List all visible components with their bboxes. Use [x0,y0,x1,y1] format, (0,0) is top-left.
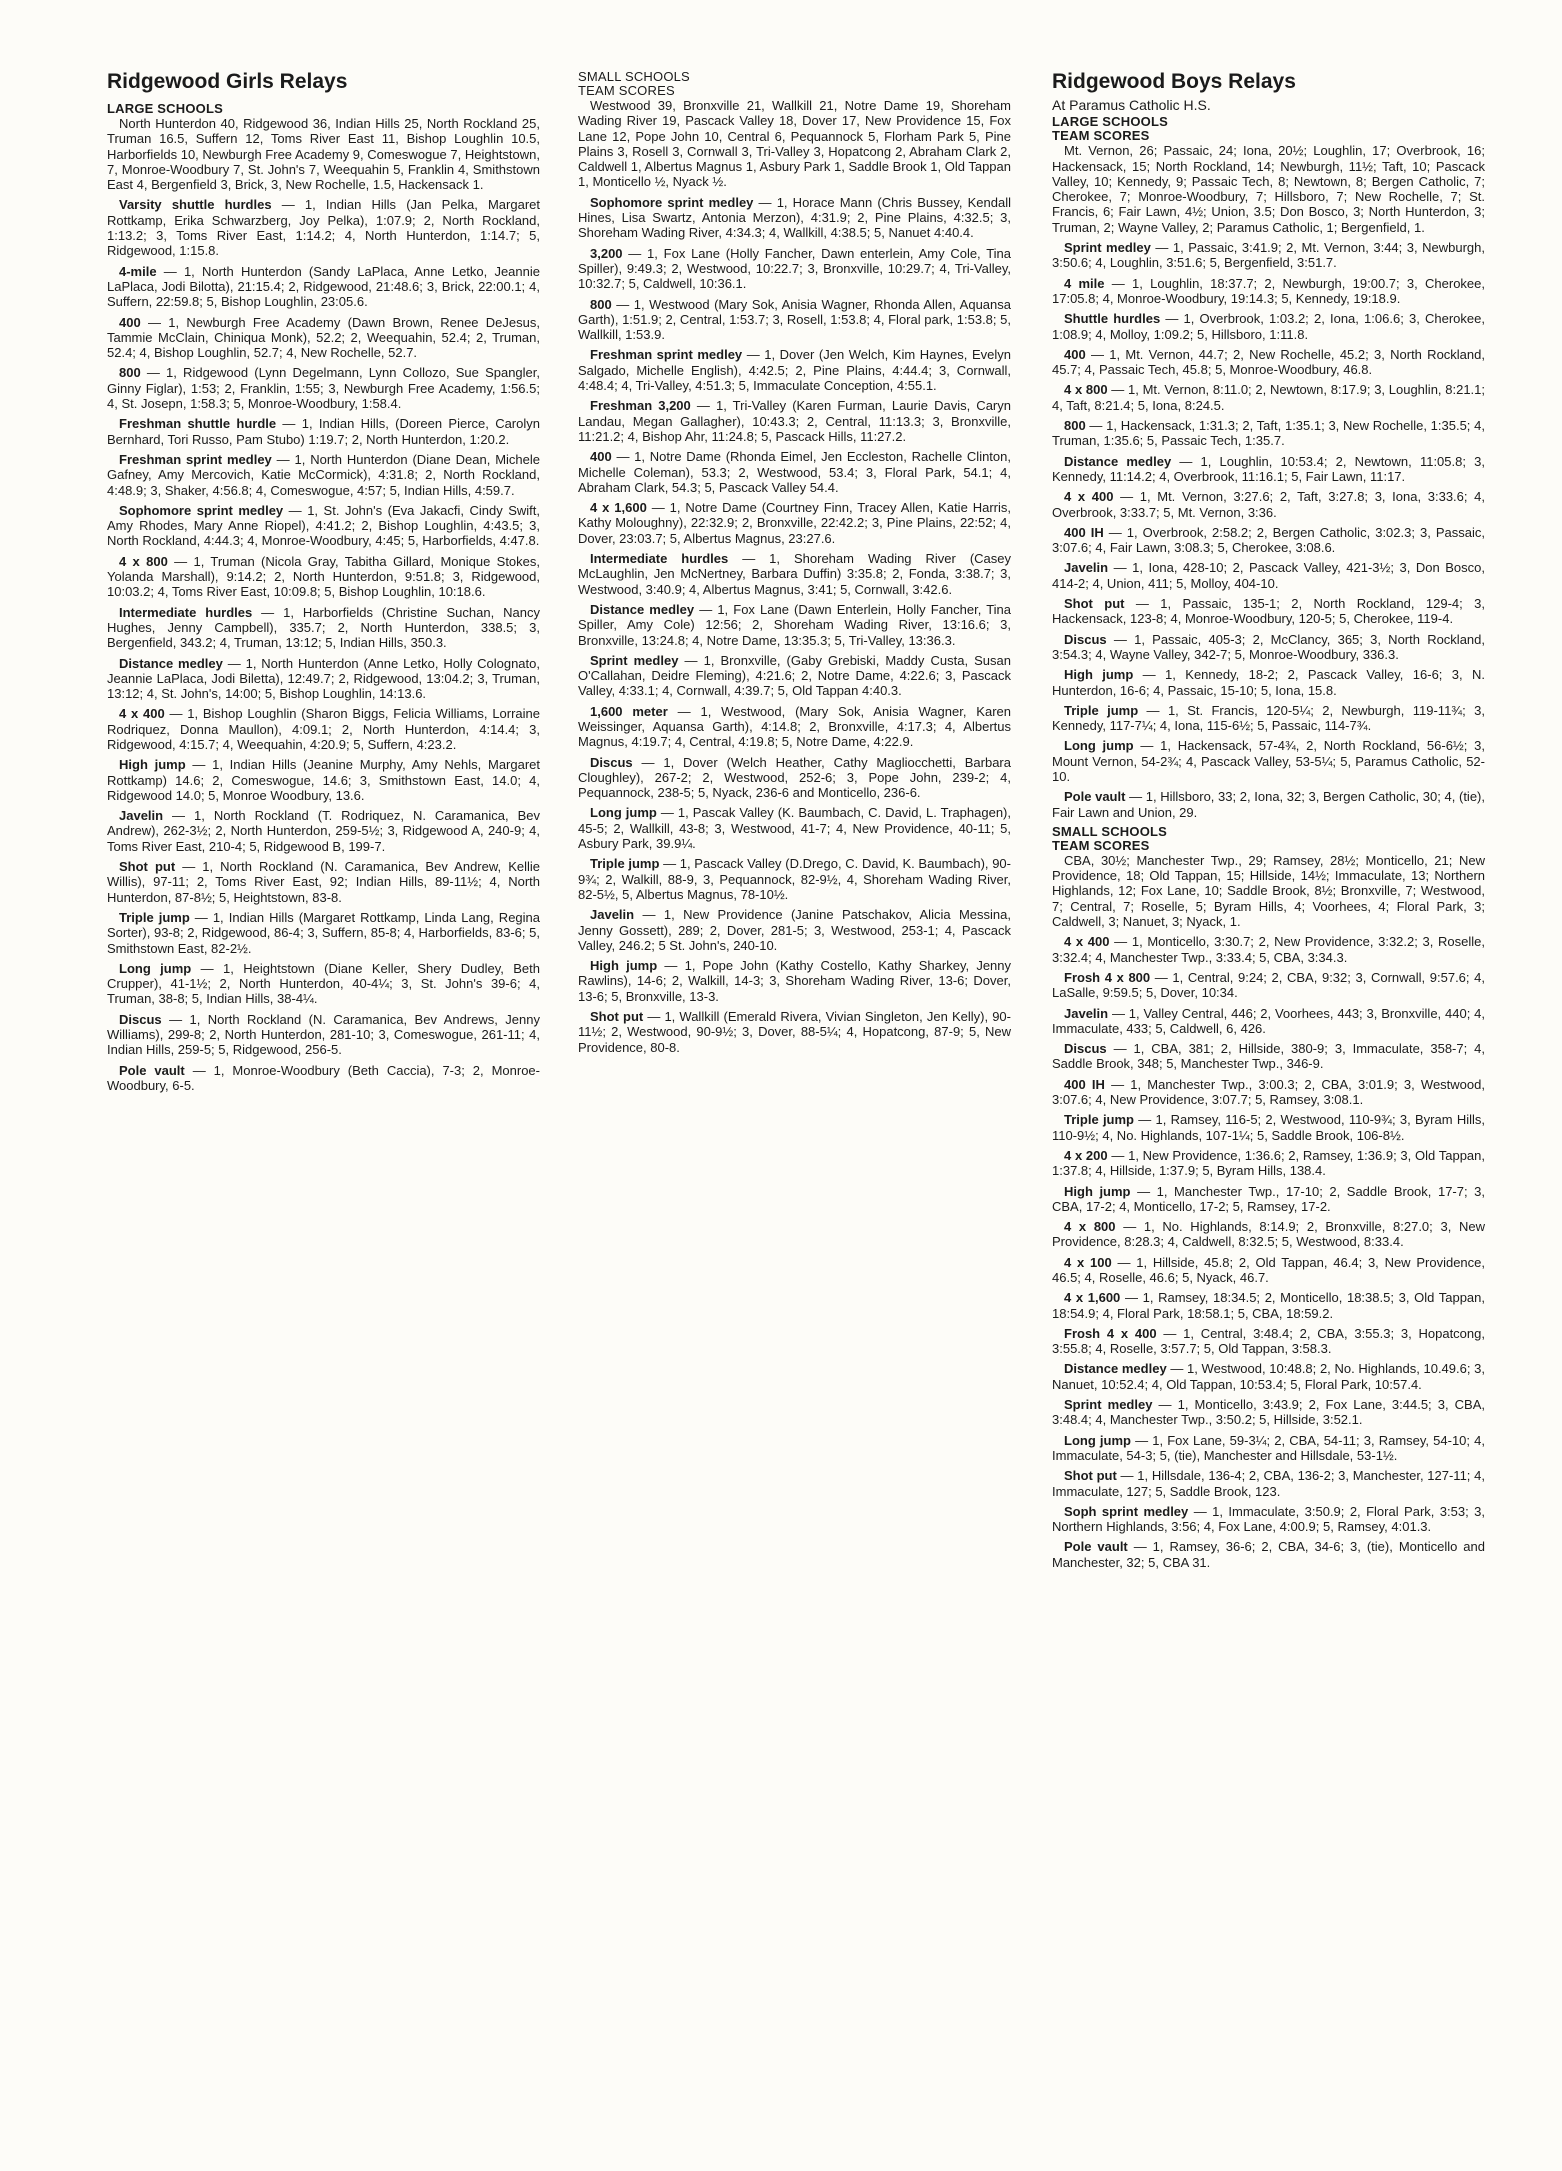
boys-relays-column [1052,70,1485,1575]
small-schools-column [578,70,1011,1060]
event-results: North Hunterdon 40, Ridgewood 36, Indian Hills 25, North Rockland 25, Truman 16.5, Suffern 12, Toms River East 11, Bishop Loughlin 10.5, Harborfields 10, Newburgh Free Academy 9, Comeswogue 7, Heightstown, 7, Monroe-Woodbury 7, St. John's 7, Weequahin 5, Franklin 4, Smithstown East 4, Bergenfield 3, Brick, 3, New Rochelle, 1.5, Hackensack 1. [107,116,540,193]
event-name: High jump [1064,667,1134,683]
event-name: Shuttle hurdles [1064,311,1161,327]
result-paragraph [1052,789,1485,820]
girls-large-schools-heading: LARGE SCHOOLS [107,101,223,116]
event-results: — 1, Manchester Twp., 17-10; 2, Saddle Brook, 17-7; 3, CBA, 17-2; 4, Monticello, 17-2; 5, Ramsey, 17-2. [1052,1183,1486,1214]
result-paragraph [578,246,1011,292]
event-results: — 1, Ridgewood (Lynn Degelmann, Lynn Collozo, Sue Spangler, Ginny Figlar), 1:53; 2, Franklin, 1:55; 3, Newburgh Free Academy, 1:56.5; 4, St. Josepn, 1:58.3; 5, Monroe-Woodbury, 1:58.4. [107,365,540,412]
event-name: Distance medley [590,601,695,617]
section-heading: SMALL SCHOOLS [1052,823,1168,839]
result-paragraph [107,452,540,498]
event-name: Sprint medley [1064,1397,1153,1413]
event-name: Long jump [590,805,657,821]
event-results: — 1, Kennedy, 18-2; 2, Pascack Valley, 16-6; 3, N. Hunterdon, 16-6; 4, Passaic, 15-10; 5, Iona, 15.8. [1052,667,1486,698]
result-paragraph [107,859,540,905]
result-paragraph [1052,560,1485,591]
event-results: — 1, Mt. Vernon, 3:27.6; 2, Taft, 3:27.8; 3, Iona, 3:33.6; 4, Overbrook, 3:33.7; 5, Mt. Vernon, 3:36. [1052,489,1485,520]
event-results: — 1, Immaculate, 3:50.9; 2, Floral Park, 3:53; 3, Northern Highlands, 3:56; 4, Fox Lane, 4:00.9; 5, Ramsey, 4:01.3. [1052,1503,1485,1535]
event-name: 4 x 400 [119,706,165,722]
event-results: Westwood 39, Bronxville 21, Wallkill 21, Notre Dame 19, Shoreham Wading River 19, Pascack Valley 18, Dover 17, New Providence 15, Fox Lane 12, Pope John 10, Central 6, Pequannock 5, Florham Park 5, Pine Plains 3, Rosell 3, Cornwall 3, Tri-Valley 3, Hopatcong 2, Abraham Clark 2, Caldwell 1, Albertus Magnus 1, Asbury Park 1, Saddle Brook 1, Old Tappan 1, Monticello ½, Nyack ½. [578,98,1011,190]
girls-relays-column [107,70,540,1098]
result-paragraph [1052,1077,1485,1108]
result-paragraph [1052,1326,1485,1357]
result-paragraph [1052,1433,1485,1464]
result-paragraph [578,805,1011,851]
event-name: 800 [590,296,612,312]
event-name: 400 [119,314,141,330]
event-name: Shot put [119,859,176,875]
event-name: 4 x 400 [1064,489,1114,505]
event-name: Distance medley [1064,453,1172,469]
event-name: Discus [590,754,633,770]
result-paragraph [1052,703,1485,734]
section-heading: TEAM SCORES [1052,837,1150,853]
small-schools-results [578,98,1011,1055]
event-results: CBA, 30½; Manchester Twp., 29; Ramsey, 28½; Monticello, 21; New Providence, 18; Old Tappan, 15; Hillside, 14½; Immaculate, 13; Northern Highlands, 12; Fox Lane, 10; Saddle Brook, 8½; Bronxville, 7; Westwood, 7; Central, 7; Roselle, 5; Byram Hills, 4; Voorhees, 4; Floral Park, 3; Caldwell, 3; Nanuet, 3; Nyack, 1. [1052,852,1485,930]
event-results: — 1, Monticello, 3:30.7; 2, New Providence, 3:32.2; 3, Roselle, 3:32.4; 4, Manchester Twp., 3:33.4; 5, CBA, 3:34.3. [1052,934,1485,965]
event-results: — 1, Fox Lane, 59-3¼; 2, CBA, 54-11; 3, Ramsey, 54-10; 4, Immaculate, 54-3; 5, (tie), Manchester and Hillsdale, 53-1½. [1052,1432,1485,1463]
event-results: — 1, Fox Lane (Dawn Enterlein, Holly Fancher, Tina Spiller, Amy Cole) 12:56; 2, Shoreham Wading River, 13:16.6; 3, Bronxville, 13:24.8; 4, Notre Dame, 13:35.3; 5, Tri-Valley, 13:36.3. [578,601,1012,648]
event-results: — 1, Notre Dame (Courtney Finn, Tracey Allen, Katie Harris, Kathy Moloughny), 22:32.9; 2, Bronxville, 22:42.2; 3, Pine Plains, 22:52; 4, Dover, 23:03.7; 5, Albertus Magnus, 23:27.6. [578,500,1011,546]
event-name: Intermediate hurdles [590,551,729,567]
event-name: Freshman shuttle hurdle [119,416,277,432]
result-paragraph [578,602,1011,648]
boys-relays-title: Ridgewood Boys Relays [1052,70,1296,93]
event-results: — 1, Hillsdale, 136-4; 2, CBA, 136-2; 3, Manchester, 127-11; 4, Immaculate, 127; 5, Saddle Brook, 123. [1052,1468,1485,1499]
boys-relays-location: At Paramus Catholic H.S. [1052,97,1211,113]
small-schools-heading: SMALL SCHOOLS [578,69,690,84]
result-paragraph [578,958,1011,1004]
event-results: — 1, Tri-Valley (Karen Furman, Laurie Davis, Caryn Landau, Megan Gallagher), 10:43.3; 2, Central, 11:13.3; 3, Bronxville, 11:21.2; 4, Bishop Ahr, 11:24.8; 5, Pascack Hills, 11:27.2. [578,398,1011,444]
event-name: 400 [590,449,612,465]
event-name: 4 x 800 [1064,1219,1116,1235]
event-name: Long jump [1064,1432,1131,1448]
result-paragraph [1052,1361,1485,1392]
event-name: Pole vault [119,1062,185,1078]
event-name: Frosh 4 x 400 [1064,1325,1157,1341]
event-name: Shot put [1064,1468,1117,1484]
event-name: Triple jump [1064,702,1139,718]
event-results: — 1, Mt. Vernon, 44.7; 2, New Rochelle, 45.2; 3, North Rockland, 45.7; 4, Passaic Tech, 45.8; 5, Monroe-Woodbury, 46.8. [1052,346,1485,378]
event-results: — 1, Fox Lane (Holly Fancher, Dawn enterlein, Amy Cole, Tina Spiller), 9:49.3; 2, Westwood, 10:22.7; 3, Bronxville, 10:29.7; 4, Tri-Valley, 10:32.7; 5, Caldwell, 10:36.1. [578,245,1011,292]
result-paragraph [1052,418,1485,449]
result-paragraph [107,1063,540,1094]
event-results: — 1, New Providence, 1:36.6; 2, Ramsey, 1:36.9; 3, Old Tappan, 1:37.8; 4, Hillside, 1:37.9; 5, Byram Hills, 138.4. [1052,1147,1485,1179]
event-name: Javelin [590,907,635,923]
result-paragraph [578,907,1011,953]
result-paragraph [578,449,1011,495]
event-name: 4 x 100 [1064,1254,1112,1270]
event-name: Freshman sprint medley [119,451,272,467]
event-results: — 1, Horace Mann (Chris Bussey, Kendall Hines, Lisa Swartz, Antonia Merzon), 4:31.9; 2, Pine Plains, 4:32.5; 3, Shoreham Wading River, 4:34.3; 4, Wallkill, 4:38.5; 5, Nanuet 4:40.4. [578,194,1011,241]
event-results: — 1, Hillsboro, 33; 2, Iona, 32; 3, Bergen Catholic, 30; 4, (tie), Fair Lawn and Union, 29. [1052,789,1485,820]
result-paragraph [578,1009,1011,1055]
event-results: — 1, Heightstown (Diane Keller, Shery Dudley, Beth Crupper), 41-1½; 2, North Hunterdon, 40-4¼; 3, St. John's 39-6; 4, Truman, 38-8; 5, Indian Hills, 38-4¼. [107,960,540,1007]
result-paragraph [578,551,1011,597]
event-name: Frosh 4 x 800 [1064,969,1151,985]
event-name: 4 mile [1064,275,1105,291]
event-results: — 1, Hackensack, 1:31.3; 2, Taft, 1:35.1; 3, New Rochelle, 1:35.5; 4, Truman, 1:35.6; 5, Passaic Tech, 1:35.7. [1052,418,1485,449]
result-paragraph [1052,1290,1485,1321]
result-paragraph [1052,853,1485,929]
event-results: — 1, North Hunterdon (Diane Dean, Michele Gafney, Amy Mercovich, Katie McCormick), 4:31.8; 2, North Rockland, 4:48.9; 3, Shaker, 4:56.8; 4, Comeswogue, 4:57; 5, Indian Hills, 4:59.7. [107,451,540,498]
event-results: — 1, Notre Dame (Rhonda Eimel, Jen Eccleston, Rachelle Clinton, Michelle Coleman), 53.3; 2, Westwood, 53.4; 3, Floral Park, 54.1; 4, Abraham Clark, 54.3; 5, Pascack Valley 54.4. [578,449,1011,495]
event-results: — 1, Passaic, 3:41.9; 2, Mt. Vernon, 3:44; 3, Newburgh, 3:50.6; 4, Loughlin, 3:51.6; 5, Bergenfield, 3:51.7. [1052,240,1486,271]
event-results: — 1, Pascak Valley (K. Baumbach, C. David, L. Traphagen), 45-5; 2, Wallkill, 43-8; 3, Westwood, 41-7; 4, New Providence, 40-11; 5, Asbury Park, 39.9¼. [578,805,1011,852]
boys-team-scores-heading: TEAM SCORES [1052,128,1150,144]
event-name: Triple jump [1064,1112,1135,1128]
result-paragraph [1052,970,1485,1001]
event-results: — 1, Loughlin, 18:37.7; 2, Newburgh, 19:00.7; 3, Cherokee, 17:05.8; 4, Monroe-Woodbury, 19:14.3; 5, Kennedy, 19:18.9. [1052,275,1485,306]
result-paragraph [1052,1468,1485,1499]
result-paragraph [1052,525,1485,556]
event-results: — 1, Shoreham Wading River (Casey McLaughlin, Jen McNertney, Barbara Duffin) 3:35.8; 2, Fonda, 3:38.7; 3, Westwood, 3:40.9; 4, Albertus Magnus, 3:41; 5, Cornwall, 3:42.6. [578,551,1011,597]
event-results: — 1, Bishop Loughlin (Sharon Biggs, Felicia Williams, Lorraine Rodriquez, Donna Maullon), 4:09.1; 2, North Hunterdon, 4:14.4; 3, Ridgewood, 4:15.7; 4, Weequahin, 4:20.9; 5, Suffern, 4:23.2. [107,706,541,752]
result-paragraph [107,706,540,752]
result-paragraph [578,500,1011,546]
event-name: Triple jump [119,909,190,925]
event-name: Soph sprint medley [1064,1503,1189,1519]
result-paragraph [107,757,540,803]
event-results: — 1, Truman (Nicola Gray, Tabitha Gillard, Monique Stokes, Yolanda Marshall), 9:14.2; 2, North Hunterdon, 9:51.8; 3, Ridgewood, 10:03.2; 4, Toms River East, 10:09.8; 5, Bishop Loughlin, 10:18.6. [107,553,541,600]
event-name: Triple jump [590,856,660,872]
event-name: Sophomore sprint medley [119,502,284,518]
event-name: Distance medley [1064,1361,1167,1377]
event-results: — 1, Pascack Valley (D.Drego, C. David, K. Baumbach), 90-9¾; 2, Walkill, 88-9, 3, Pequannock, 82-9½, 4, Shoreham Wading River, 82-5½, 5, Albertus Magnus, 78-10½. [578,856,1011,902]
event-name: 4 x 200 [1064,1147,1108,1163]
result-paragraph [1052,1112,1485,1143]
event-results: — 1, Passaic, 405-3; 2, McClancy, 365; 3, North Rockland, 3:54.3; 4, Wayne Valley, 342-7; 5, Monroe-Woodbury, 336.3. [1052,631,1485,662]
event-results: — 1, CBA, 381; 2, Hillside, 380-9; 3, Immaculate, 358-7; 4, Saddle Brook, 348; 5, Manchester Twp., 346-9. [1052,1041,1485,1072]
event-results: — 1, Monticello, 3:43.9; 2, Fox Lane, 3:44.5; 3, CBA, 3:48.4; 4, Manchester Twp., 3:50.2; 5, Hillside, 3:52.1. [1052,1397,1486,1428]
event-name: Distance medley [119,655,223,671]
event-name: 3,200 [590,245,623,261]
event-name: Javelin [119,808,164,824]
event-results: — 1, Westwood, 10:48.8; 2, No. Highlands, 10.49.6; 3, Nanuet, 10:52.4; 4, Old Tappan, 10:53.4; 5, Floral Park, 10:57.4. [1052,1361,1485,1392]
event-results: — 1, Ramsey, 18:34.5; 2, Monticello, 18:38.5; 3, Old Tappan, 18:54.9; 4, Floral Park, 18:58.1; 5, CBA, 18:59.2. [1052,1290,1485,1321]
event-results: — 1, Indian Hills (Jan Pelka, Margaret Rottkamp, Erika Schwarzberg, Joy Pelka), 1:07.9; 2, North Rockland, 1:13.2; 3, Toms River East, 1:14.2; 4, North Hunterdon, 1:14.7; 5, Ridgewood, 1:15.8. [107,197,540,259]
event-results: — 1, Newburgh Free Academy (Dawn Brown, Renee DeJesus, Tammie McClain, Chiniqua Monk), 52.2; 2, Weequahin, 52.4; 2, Truman, 52.4; 4, Bishop Loughlin, 52.7; 4, New Rochelle, 52.7. [107,314,540,361]
event-name: Discus [119,1011,162,1027]
result-paragraph [107,656,540,702]
event-results: — 1, Bronxville, (Gaby Grebiski, Maddy Custa, Susan O'Callahan, Deidre Fleming), 4:21.6; 2, Notre Dame, 4:22.6; 3, Pascack Valley, 4:33.1; 4, Cornwall, 4:39.7; 5, Old Tappan 4:40.3. [578,652,1011,699]
result-paragraph [107,605,540,651]
event-name: Freshman sprint medley [590,347,743,363]
event-results: — 1, North Hunterdon (Anne Letko, Holly Colognato, Jeannie LaPlaca, Jodi Biletta), 12:49.7; 2, Ridgewood, 13:04.2; 3, Truman, 13:12; 4, St. John's, 14:00; 5, Bishop Loughlin, 14:13.6. [107,655,540,702]
result-paragraph [1052,382,1485,413]
event-results: — 1, No. Highlands, 8:14.9; 2, Bronxville, 8:27.0; 3, New Providence, 8:28.3; 4, Caldwell, 8:32.5; 5, Westwood, 8:33.4. [1052,1219,1485,1250]
result-paragraph [578,98,1011,190]
boys-results [1052,143,1485,1570]
result-paragraph [107,1012,540,1058]
event-name: 4 x 1,600 [590,500,647,516]
event-name: 400 [1064,346,1086,362]
event-name: Long jump [119,960,192,976]
event-results: — 1, Indian Hills, (Doreen Pierce, Carolyn Bernhard, Tori Russo, Pam Stubo) 1:19.7; 2, North Hunterdon, 1:20.2. [107,416,540,447]
event-name: 4 x 400 [1064,934,1110,950]
event-results: — 1, Hackensack, 57-4¾, 2, North Rockland, 56-6½; 3, Mount Vernon, 54-2¾; 4, Pascack Valley, 53-5¼; 5, Paramus Catholic, 52-10. [1052,738,1485,784]
result-paragraph [1052,632,1485,663]
result-paragraph [107,264,540,310]
result-paragraph [1052,667,1485,698]
event-name: 800 [119,365,141,381]
result-paragraph [1052,1539,1485,1570]
result-paragraph [107,910,540,956]
girls-results [107,116,540,1093]
event-name: Sprint medley [1064,240,1151,256]
result-paragraph [1052,934,1485,965]
boys-large-schools-heading: LARGE SCHOOLS [1052,114,1168,130]
result-paragraph [1052,311,1485,342]
event-results: — 1, Pope John (Kathy Costello, Kathy Sharkey, Jenny Rawlins), 14-6; 2, Walkill, 14-3; 3, Shoreham Wading River, 13-6; Dover, 13-6; 5, Bronxville, 13-3. [578,958,1012,1004]
event-name: Sophomore sprint medley [590,194,754,210]
result-paragraph [107,808,540,854]
result-paragraph [1052,596,1485,627]
event-name: High jump [1064,1183,1131,1199]
event-results: Mt. Vernon, 26; Passaic, 24; Iona, 20½; Loughlin, 17; Overbrook, 16; Hackensack, 15; North Rockland, 14; Newburgh, 11½; Taft, 10; Pascack Valley, 10; Kennedy, 9; Passaic Tech, 8; Newtown, 8; Bergen Catholic, 7; Cherokee, 7; Monroe-Woodbury, 7; Hillsboro, 7; New Rochelle, 7; St. Francis, 6; Fair Lawn, 4½; Union, 3.5; Don Bosco, 3; North Hunterdon, 3; Truman, 2; Wayne Valley, 2; Paramus Catholic, 1; Bergenfield, 1. [1052,143,1485,235]
event-results: — 1, North Rockland (T. Rodriquez, N. Caramanica, Bev Andrew), 262-3½; 2, North Hunterdon, 259-5½; 3, Ridgewood A, 240-9; 4, Toms River East, 210-4; 5, Ridgewood B, 199-7. [107,808,540,854]
event-results: — 1, Monroe-Woodbury (Beth Caccia), 7-3; 2, Monroe-Woodbury, 6-5. [107,1062,540,1093]
event-name: 800 [1064,418,1086,434]
event-results: — 1, Loughlin, 10:53.4; 2, Newtown, 11:05.8; 3, Kennedy, 11:14.2; 4, Overbrook, 11:16.1; 5, Fair Lawn, 11:17. [1052,453,1485,484]
event-name: 400 IH [1064,1076,1105,1092]
girls-relays-title: Ridgewood Girls Relays [107,70,348,93]
event-results: — 1, Westwood (Mary Sok, Anisia Wagner, Rhonda Allen, Aquansa Garth), 1:51.9; 2, Central, 1:53.7; 3, Rosell, 1:53.8; 4, Floral park, 1:53.8; 5, Wallkill, 1:53.9. [578,296,1011,343]
result-paragraph [107,197,540,258]
result-paragraph [107,116,540,192]
event-name: High jump [590,958,658,974]
result-paragraph [1052,240,1485,271]
event-results: — 1, Central, 3:48.4; 2, CBA, 3:55.3; 3, Hopatcong, 3:55.8; 4, Roselle, 3:57.7; 5, Old Tappan, 3:58.3. [1052,1325,1485,1357]
event-name: 4-mile [119,263,157,279]
event-name: 1,600 meter [590,703,668,719]
result-paragraph [107,961,540,1007]
result-paragraph [1052,1397,1485,1428]
event-name: Freshman 3,200 [590,398,691,414]
event-results: — 1, Valley Central, 446; 2, Voorhees, 443; 3, Bronxville, 440; 4, Immaculate, 433; 5, Caldwell, 6, 426. [1052,1005,1485,1036]
event-results: — 1, Mt. Vernon, 8:11.0; 2, Newtown, 8:17.9; 3, Loughlin, 8:21.1; 4, Taft, 8:21.4; 5, Iona, 8:24.5. [1052,382,1486,413]
result-paragraph [1052,347,1485,378]
event-name: Long jump [1064,738,1134,754]
event-results: — 1, Central, 9:24; 2, CBA, 9:32; 3, Cornwall, 9:57.6; 4, LaSalle, 9:59.5; 5, Dover, 10:34. [1052,969,1485,1001]
result-paragraph [1052,1219,1485,1250]
event-results: — 1, Indian Hills (Margaret Rottkamp, Linda Lang, Regina Sorter), 93-8; 2, Ridgewood, 86-4; 3, Suffern, 85-8; 4, Harborfields, 83-6; 5, Smithstown East, 82-2½. [107,909,540,956]
event-results: — 1, Ramsey, 36-6; 2, CBA, 34-6; 3, (tie), Monticello and Manchester, 32; 5, CBA 31. [1052,1539,1485,1570]
result-paragraph [1052,1184,1485,1215]
result-paragraph [1052,1504,1485,1535]
event-results: — 1, Harborfields (Christine Suchan, Nancy Hughes, Jenny Campbell), 335.7; 2, North Hunterdon, 338.5; 3, Bergenfield, 343.2; 4, Truman, 13:12; 5, Indian Hills, 350.3. [107,604,540,651]
event-name: Javelin [1064,1005,1109,1021]
event-results: — 1, Iona, 428-10; 2, Pascack Valley, 421-3½; 3, Don Bosco, 414-2; 4, Union, 411; 5, Molloy, 404-10. [1052,560,1485,591]
event-results: — 1, Overbrook, 1:03.2; 2, Iona, 1:06.6; 3, Cherokee, 1:08.9; 4, Molloy, 1:09.2; 5, Hillsboro, 1:11.8. [1052,311,1485,342]
result-paragraph [107,503,540,549]
result-paragraph [1052,1041,1485,1072]
result-paragraph [107,315,540,361]
result-paragraph [578,755,1011,801]
event-results: — 1, Manchester Twp., 3:00.3; 2, CBA, 3:01.9; 3, Westwood, 3:07.6; 4, New Providence, 3:07.7; 5, Ramsey, 3:08.1. [1052,1076,1485,1108]
result-paragraph [1052,489,1485,520]
result-paragraph [107,554,540,600]
result-paragraph [578,195,1011,241]
event-results: — 1, Dover (Jen Welch, Kim Haynes, Evelyn Salgado, Michelle English), 4:42.5; 2, Pine Plains, 4:44.4; 3, Cornwall, 4:48.4; 4, Tri-Valley, 4:51.3; 5, Immaculate Conception, 4:55.1. [578,347,1011,394]
event-results: — 1, Overbrook, 2:58.2; 2, Bergen Catholic, 3:02.3; 3, Passaic, 3:07.6; 4, Fair Lawn, 3:08.3; 5, Cherokee, 3:08.6. [1052,524,1485,556]
result-paragraph [1052,1006,1485,1037]
small-team-scores-heading: TEAM SCORES [578,83,675,98]
event-name: 4 x 800 [1064,382,1108,398]
event-results: — 1, Indian Hills (Jeanine Murphy, Amy Nehls, Margaret Rottkamp) 14.6; 2, Comeswogue, 14.6; 3, Smithstown East, 14.0; 4, Ridgewood 14.0; 5, Monroe Woodbury, 13.6. [107,757,541,803]
event-name: Javelin [1064,560,1109,576]
event-results: — 1, Ramsey, 116-5; 2, Westwood, 110-9¾; 3, Byram Hills, 110-9½; 4, No. Highlands, 107-1¼; 5, Saddle Brook, 106-8½. [1052,1112,1485,1143]
event-name: Discus [1064,1041,1107,1057]
event-name: Sprint medley [590,652,679,668]
result-paragraph [1052,738,1485,784]
event-results: — 1, Hillside, 45.8; 2, Old Tappan, 46.4; 3, New Providence, 46.5; 4, Roselle, 46.6; 5, Nyack, 46.7. [1052,1254,1485,1285]
event-results: — 1, Dover (Welch Heather, Cathy Magliocchetti, Barbara Cloughley), 267-2; 2, Westwood, 252-6; 3, Pope John, 239-2; 4, Pequannock, 238-5; 5, Nyack, 236-6 and Monticello, 236-6. [578,754,1011,801]
result-paragraph [1052,1255,1485,1286]
result-paragraph [578,704,1011,750]
event-name: Intermediate hurdles [119,604,253,620]
result-paragraph [1052,454,1485,485]
event-name: Shot put [590,1009,644,1025]
event-name: Varsity shuttle hurdles [119,197,272,213]
result-paragraph [1052,143,1485,235]
event-results: — 1, North Rockland (N. Caramanica, Bev Andrew, Kellie Willis), 97-11; 2, Toms River East, 92; Indian Hills, 89-11½; 4, North Hunterdon, 87-8½; 5, Heightstown, 83-8. [107,859,540,905]
event-name: Pole vault [1064,1539,1128,1555]
event-results: — 1, North Hunterdon (Sandy LaPlaca, Anne Letko, Jeannie LaPlaca, Jodi Bilotta), 21:15.4; 2, Ridgewood, 21:48.6; 3, Brick, 22:00.1; 4, Suffern, 22:59.8; 5, Bishop Loughlin, 23:05.6. [107,263,540,310]
event-results: — 1, New Providence (Janine Patschakov, Alicia Messina, Jenny Gossett), 289; 2, Dover, 281-5; 3, Westwood, 253-1; 4, Pascack Valley, 246.2; 5 St. John's, 240-10. [578,907,1011,953]
event-results: — 1, Passaic, 135-1; 2, North Rockland, 129-4; 3, Hackensack, 123-8; 4, Monroe-Woodbury, 120-5; 5, Cherokee, 119-4. [1052,596,1485,627]
event-results: — 1, St. Francis, 120-5¼; 2, Newburgh, 119-11¾; 3, Kennedy, 117-7¼; 4, Iona, 115-6½; 5, Passaic, 114-7¾. [1052,702,1485,734]
event-results: — 1, St. John's (Eva Jakacfi, Cindy Swift, Amy Rhodes, Mary Anne Riopel), 4:41.2; 2, Bishop Loughlin, 4:43.5; 3, North Rockland, 4:44.3; 4, Monroe-Woodbury, 4:45; 5, Harborfields, 4:47.8. [107,502,540,549]
event-name: Pole vault [1064,789,1126,805]
result-paragraph [578,347,1011,393]
result-paragraph [107,365,540,411]
result-paragraph [578,297,1011,343]
result-paragraph [1052,276,1485,307]
event-name: High jump [119,757,186,773]
event-results: — 1, Wallkill (Emerald Rivera, Vivian Singleton, Jen Kelly), 90-11½; 2, Westwood, 90-9½; 3, Dover, 88-5¼; 4, Hopatcong, 87-9; 5, New Providence, 80-8. [578,1009,1011,1055]
event-name: 4 x 1,600 [1064,1290,1121,1306]
event-name: 4 x 800 [119,553,168,569]
result-paragraph [107,416,540,447]
result-paragraph [578,653,1011,699]
event-name: Discus [1064,631,1107,647]
event-name: 400 IH [1064,524,1104,540]
result-paragraph [1052,1148,1485,1179]
event-results: — 1, Westwood, (Mary Sok, Anisia Wagner, Karen Weissinger, Aquansa Garth), 4:14.8; 2, Bronxville, 4:17.3; 4, Albertus Magnus, 4:19.7; 4, Central, 4:19.8; 5, Notre Dame, 4:22.9. [578,703,1011,750]
result-paragraph [578,398,1011,444]
event-name: Shot put [1064,596,1125,612]
result-paragraph [578,856,1011,902]
event-results: — 1, North Rockland (N. Caramanica, Bev Andrews, Jenny Williams), 299-8; 2, North Hunterdon, 281-10; 3, Comeswogue, 261-11; 4, Indian Hills, 259-5; 5, Ridgewood, 256-5. [107,1011,540,1058]
